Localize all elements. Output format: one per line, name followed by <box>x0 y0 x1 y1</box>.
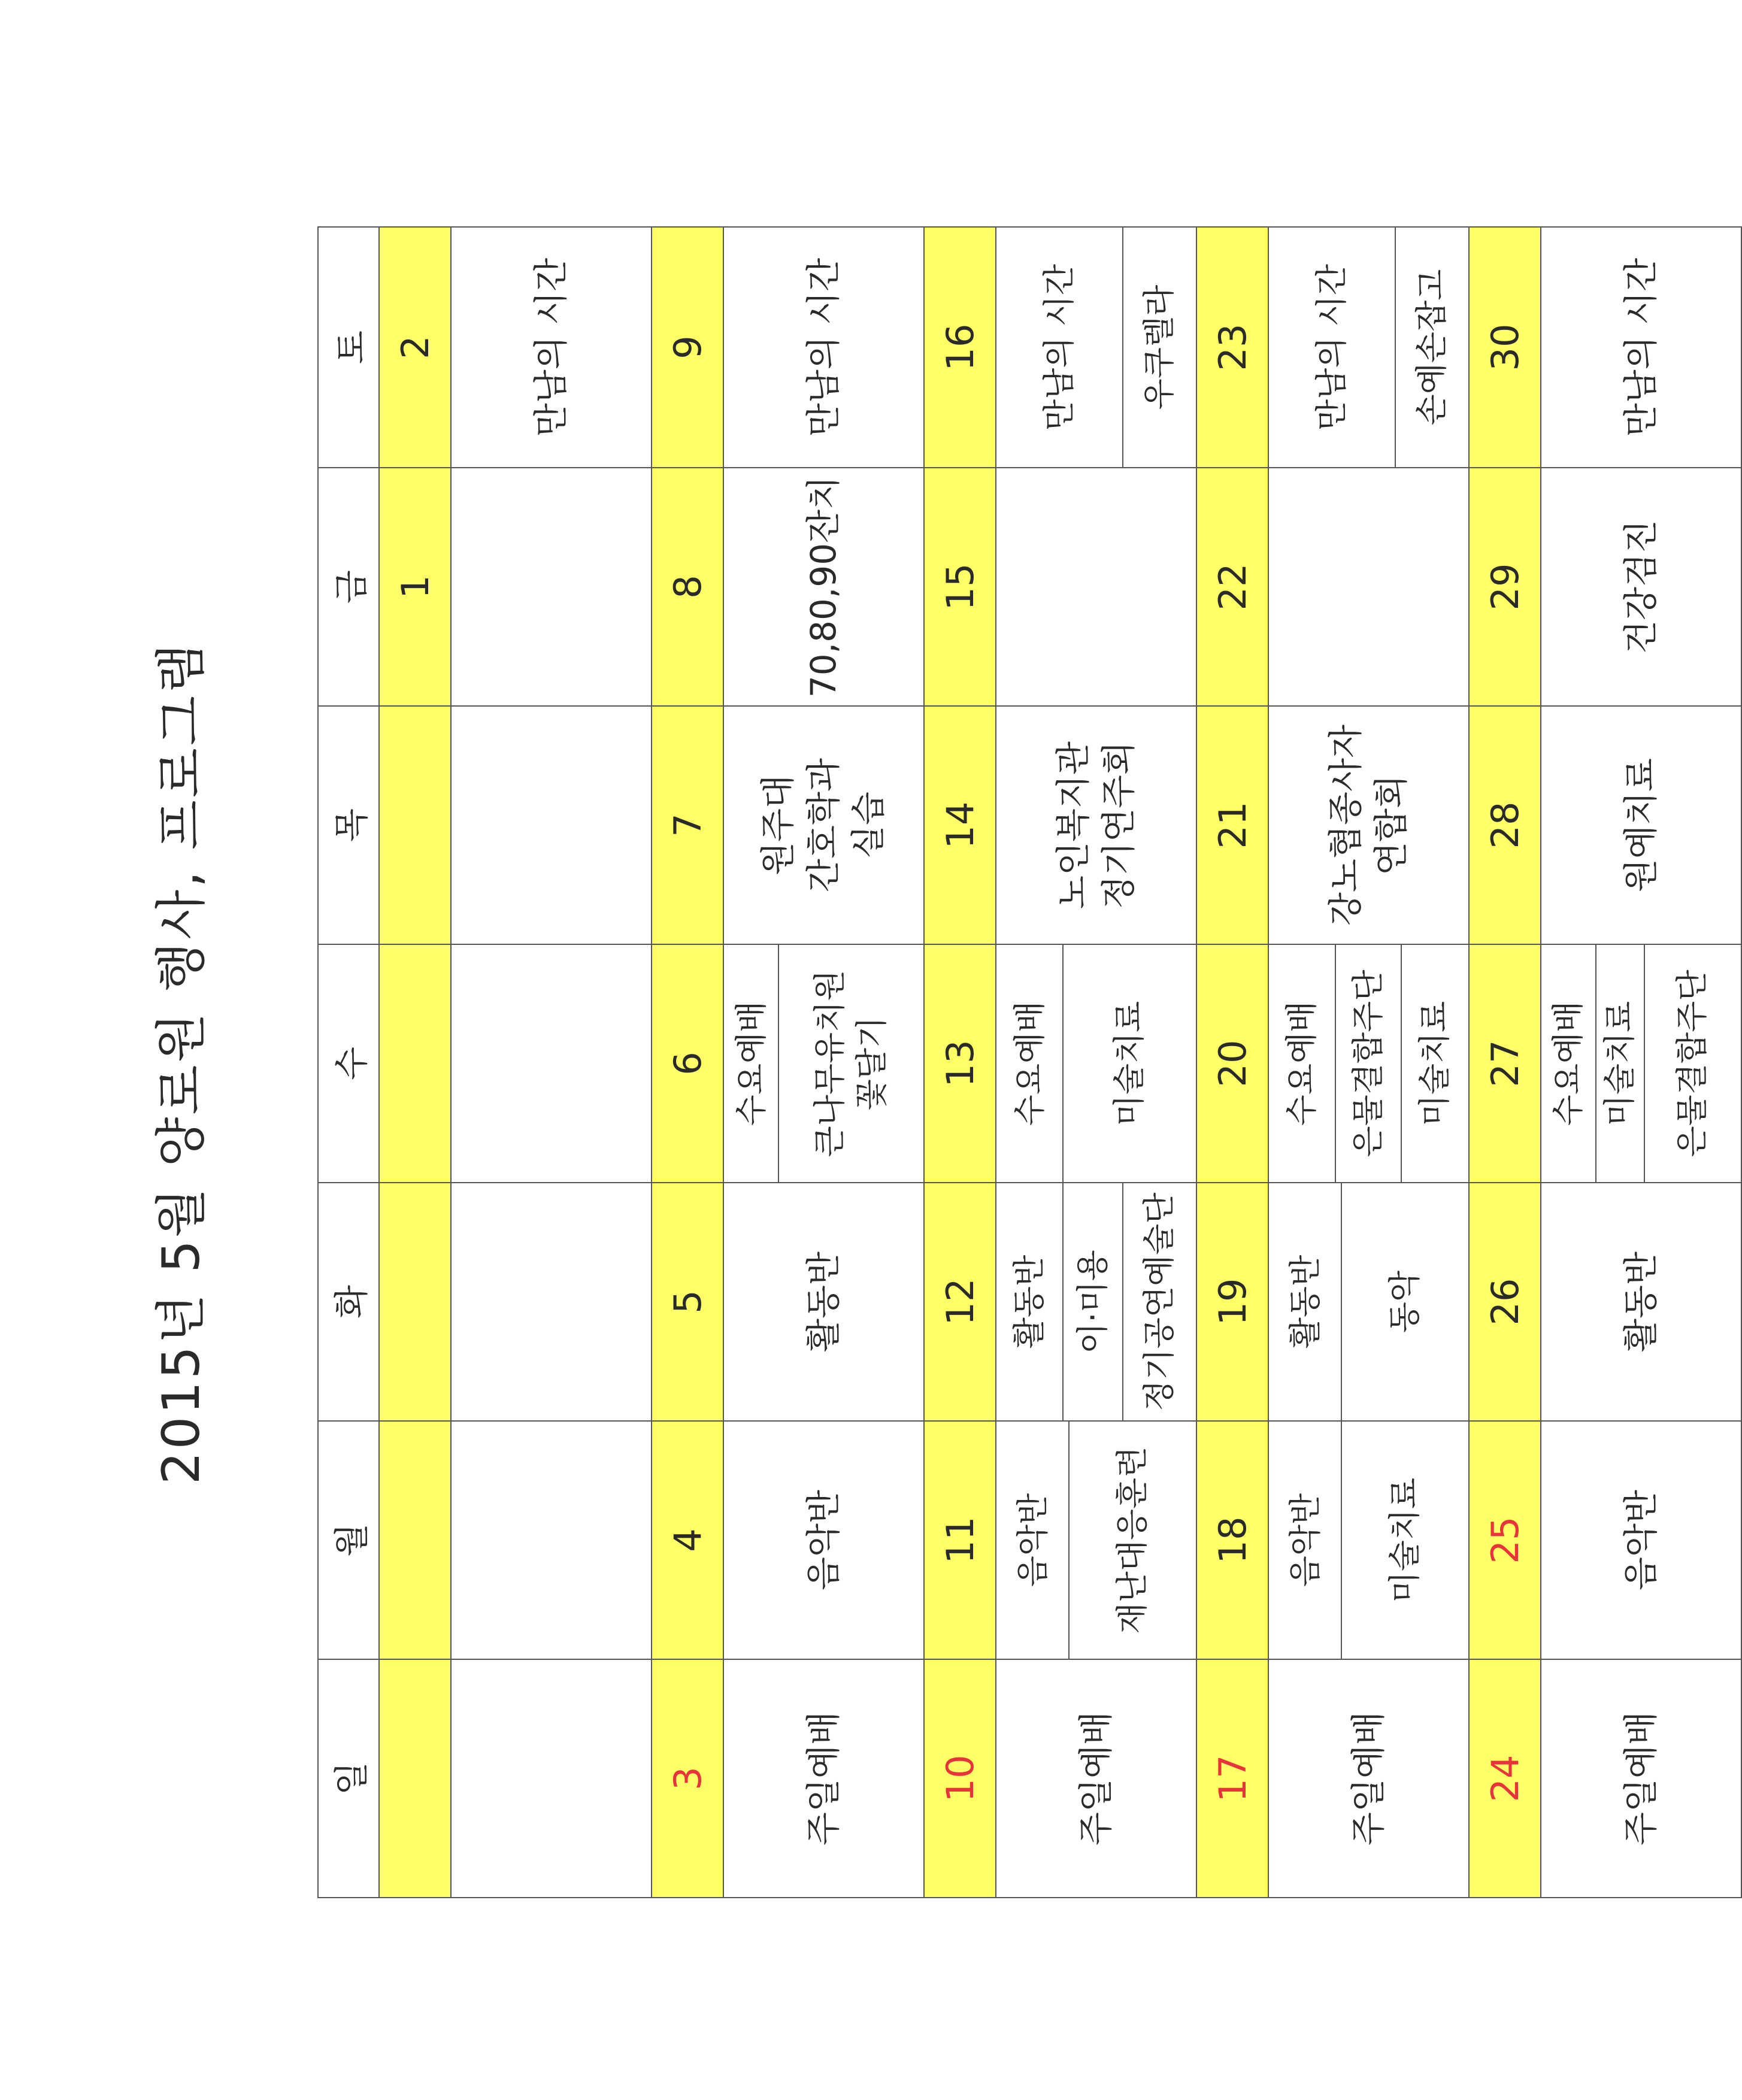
event-item: 미술치료 <box>1110 1001 1149 1126</box>
event-cell <box>451 1421 652 1659</box>
event-cell <box>451 706 652 944</box>
week4-event-row <box>1268 227 1469 1898</box>
event-cell-split <box>996 1183 1196 1421</box>
date-cell: 30 <box>1469 227 1541 468</box>
event-line: 노인복지관 <box>1053 741 1094 910</box>
event-cell-split <box>996 1421 1196 1659</box>
event-cell: 건강검진 <box>1541 468 1741 706</box>
event-item: 음악반 <box>1270 1422 1342 1659</box>
event-item: 미술치료 <box>1596 945 1645 1182</box>
date-cell: 13 <box>924 944 996 1183</box>
weekday-fri: 금 <box>318 468 379 706</box>
weekday-header-row <box>318 227 379 1898</box>
date-cell-sunday: 3 <box>652 1659 723 1898</box>
event-cell: 주일예배 <box>1268 1659 1469 1898</box>
date-cell <box>379 706 451 944</box>
date-cell-sunday: 24 <box>1469 1659 1541 1898</box>
week1-date-row <box>379 227 451 1898</box>
event-cell-split <box>1268 227 1469 468</box>
event-cell: 음악반 <box>723 1421 924 1659</box>
event-cell <box>1268 706 1469 944</box>
event-cell: 주일예배 <box>996 1659 1196 1898</box>
page-title: 2015년 5월 양로원 행사, 프로그램 <box>152 641 211 1485</box>
event-cell-split <box>1541 944 1741 1183</box>
event-line: 꽃달기 <box>853 1016 891 1111</box>
date-cell: 26 <box>1469 1183 1541 1421</box>
event-cell <box>451 1183 652 1421</box>
event-item: 정기공연예술단 <box>1140 1192 1178 1411</box>
event-cell <box>723 706 924 944</box>
week2-date-row <box>652 227 723 1898</box>
date-cell: 23 <box>1196 227 1268 468</box>
event-item: 우쿠렐라 <box>1140 284 1178 410</box>
weekday-tue: 화 <box>318 1183 379 1421</box>
event-line: 간호학과 <box>802 757 844 893</box>
event-cell-split <box>1268 1421 1469 1659</box>
date-cell: 6 <box>652 944 723 1183</box>
date-cell-sunday: 17 <box>1196 1659 1268 1898</box>
event-item: 수요예배 <box>725 945 779 1182</box>
date-cell <box>379 1659 451 1898</box>
date-cell: 8 <box>652 468 723 706</box>
event-cell <box>451 1659 652 1898</box>
event-cell: 70,80,90잔치 <box>723 468 924 706</box>
weekday-mon: 월 <box>318 1421 379 1659</box>
week2-event-row <box>723 227 924 1898</box>
event-cell <box>996 706 1196 944</box>
event-item: 수요예배 <box>1270 945 1336 1182</box>
event-line: 연합회 <box>1370 774 1411 876</box>
event-cell <box>451 944 652 1183</box>
event-item: 손예손잡고 <box>1412 269 1450 426</box>
date-cell: 2 <box>379 227 451 468</box>
event-cell <box>996 468 1196 706</box>
week3-event-row <box>996 227 1196 1898</box>
event-cell: 원예치료 <box>1541 706 1741 944</box>
date-cell: 15 <box>924 468 996 706</box>
date-cell-holiday: 25 <box>1469 1421 1541 1659</box>
event-item: 미술치료 <box>1416 1001 1454 1126</box>
date-cell: 19 <box>1196 1183 1268 1421</box>
event-item: 활동반 <box>1270 1183 1342 1420</box>
date-cell-sunday: 10 <box>924 1659 996 1898</box>
event-item: 음악반 <box>997 1422 1070 1659</box>
event-cell: 음악반 <box>1541 1421 1741 1659</box>
date-cell: 5 <box>652 1183 723 1421</box>
calendar-sheet <box>102 180 1711 1946</box>
event-cell: 만남의 시간 <box>451 227 652 468</box>
event-cell: 활동반 <box>1541 1183 1741 1421</box>
event-cell: 주일예배 <box>1541 1659 1741 1898</box>
event-cell-split <box>1268 1183 1469 1421</box>
event-item: 미술치료 <box>1386 1477 1424 1603</box>
event-item: 수요예배 <box>997 945 1064 1182</box>
event-cell: 활동반 <box>723 1183 924 1421</box>
event-line: 큰나무유치원 <box>811 969 849 1157</box>
event-item: 은물결합주단 <box>1673 969 1711 1157</box>
date-cell: 20 <box>1196 944 1268 1183</box>
week1-event-row <box>451 227 652 1898</box>
event-item <box>779 945 923 1182</box>
event-cell: 만남의 시간 <box>723 227 924 468</box>
weekday-sun: 일 <box>318 1659 379 1898</box>
date-cell: 21 <box>1196 706 1268 944</box>
weekday-sat: 토 <box>318 227 379 468</box>
event-cell <box>451 468 652 706</box>
event-cell-split <box>996 227 1196 468</box>
date-cell: 18 <box>1196 1421 1268 1659</box>
week5-date-row <box>1469 227 1541 1898</box>
week3-date-row <box>924 227 996 1898</box>
calendar-table <box>317 226 1742 1898</box>
event-item: 만남의 시간 <box>1270 228 1396 467</box>
event-cell-split <box>723 944 924 1183</box>
date-cell: 4 <box>652 1421 723 1659</box>
date-cell: 11 <box>924 1421 996 1659</box>
weekday-wed: 수 <box>318 944 379 1183</box>
date-cell: 16 <box>924 227 996 468</box>
event-line: 강노협종사자 <box>1325 724 1367 926</box>
event-item: 만남의 시간 <box>997 228 1123 467</box>
date-cell <box>379 1421 451 1659</box>
date-cell: 14 <box>924 706 996 944</box>
event-item: 재난대응훈련 <box>1113 1446 1152 1634</box>
date-cell: 27 <box>1469 944 1541 1183</box>
date-cell <box>379 944 451 1183</box>
date-cell: 1 <box>379 468 451 706</box>
event-item: 은물결합주단 <box>1336 945 1402 1182</box>
date-cell: 9 <box>652 227 723 468</box>
event-cell <box>1268 468 1469 706</box>
event-cell: 주일예배 <box>723 1659 924 1898</box>
week4-date-row <box>1196 227 1268 1898</box>
event-item: 수요예배 <box>1542 945 1596 1182</box>
event-cell-split <box>1268 944 1469 1183</box>
date-cell: 29 <box>1469 468 1541 706</box>
event-line: 정기연주회 <box>1098 741 1139 910</box>
date-cell <box>379 1183 451 1421</box>
date-cell: 12 <box>924 1183 996 1421</box>
event-line: 원주대 <box>758 774 799 876</box>
event-item: 이·미용 <box>1064 1183 1124 1420</box>
event-cell: 만남의 시간 <box>1541 227 1741 468</box>
event-item: 동악 <box>1386 1270 1424 1334</box>
event-cell-split <box>996 944 1196 1183</box>
event-line: 실습 <box>848 791 889 859</box>
date-cell: 28 <box>1469 706 1541 944</box>
event-item: 활동반 <box>997 1183 1064 1420</box>
date-cell: 7 <box>652 706 723 944</box>
date-cell: 22 <box>1196 468 1268 706</box>
week5-event-row <box>1541 227 1741 1898</box>
weekday-thu: 목 <box>318 706 379 944</box>
